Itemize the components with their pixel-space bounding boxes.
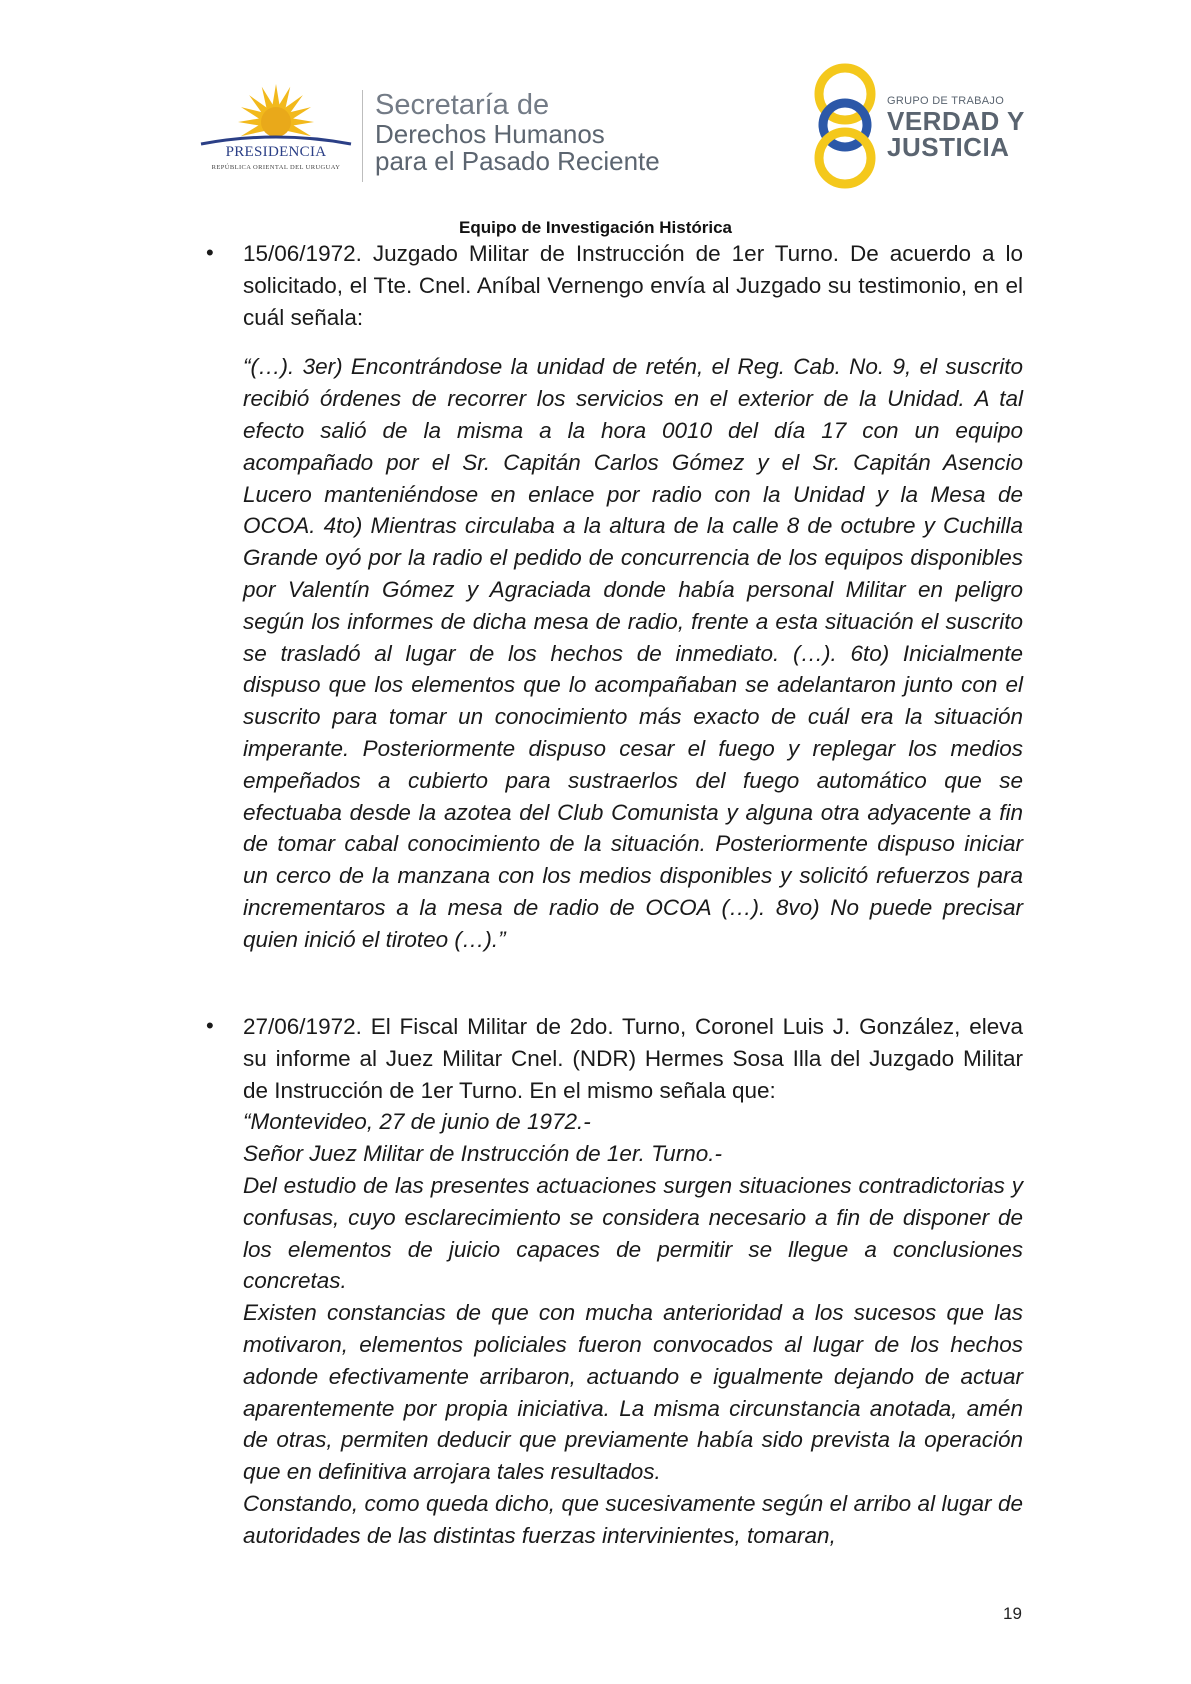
presidencia-label: PRESIDENCIA xyxy=(225,144,327,160)
page-number: 19 xyxy=(1003,1604,1022,1623)
secretaria-line2: Derechos Humanos xyxy=(375,119,605,149)
entry-1 xyxy=(243,238,1023,956)
gtvj-line2: VERDAD Y xyxy=(887,106,1025,136)
secretaria-logo-text xyxy=(375,90,660,175)
entry-2-quote-line1: “Montevideo, 27 de junio de 1972.- xyxy=(243,1109,591,1135)
presidencia-subtitle: REPÚBLICA ORIENTAL DEL URUGUAY xyxy=(211,164,341,171)
entry-2-quote-para1: Del estudio de las presentes actuaciones surgen situaciones contradictorias y confusas, cuyo esclarecimiento se considera necesario a fin de disponer de los elementos de juicio capaces de permitir se llegue a conclusiones concretas. xyxy=(243,1172,1023,1294)
sun-emblem-icon xyxy=(196,82,356,152)
secretaria-line3: para el Pasado Reciente xyxy=(375,146,660,176)
presidencia-logo xyxy=(196,82,356,182)
entry-1-intro: 15/06/1972. Juzgado Militar de Instrucción de 1er Turno. De acuerdo a lo solicitado, el Tte. Cnel. Aníbal Vernengo envía al Juzgado su testimonio, en el cuál señala: xyxy=(243,241,1023,330)
verdad-justicia-logo xyxy=(805,60,1025,190)
gtvj-line3: JUSTICIA xyxy=(887,132,1010,162)
entry-2-quote-para2: Existen constancias de que con mucha anterioridad a los sucesos que las motivaron, elementos policiales fueron convocados al lugar de los hechos adonde efectivamente arribaron, actuando e igualmente dejando de actuar aparentemente por propia iniciativa. La misma circunstancia anotada, amén de otras, permiten deducir que previamente había sido prevista la operación que en definitiva arrojara tales resultados. xyxy=(243,1300,1023,1485)
entry-2 xyxy=(243,1011,1023,1552)
bullet-marker: • xyxy=(206,240,214,265)
header-divider xyxy=(362,90,363,182)
entry-1-quote: “(…). 3er) Encontrándose la unidad de retén, el Reg. Cab. No. 9, el suscrito recibió órdenes de recorrer los servicios en el exterior de la Unidad. A tal efecto salió de la misma a la hora 0010 del día 17 con un equipo acompañado por el Sr. Capitán Carlos Gómez y el Sr. Capitán Asencio Lucero manteniéndose en enlace por radio con la Unidad y la Mesa de OCOA. 4to) Mientras circulaba a la altura de la calle 8 de octubre y Cuchilla Grande oyó por la radio el pedido de concurrencia de los equipos disponibles por Valentín Gómez y Agraciada donde había personal Militar en peligro según los informes de dicha mesa de radio, frente a esta situación el suscrito se trasladó al lugar de los hechos de inmediato. (…). 6to) Inicialmente dispuso que los elementos que lo acompañaban se adelantaron junto con el suscrito para tomar un conocimiento más exacto de cuál era la situación imperante. Posteriormente dispuso cesar el fuego y replegar los medios empeñados a cubierto para sustraerlos del fuego automático que se efectuaba desde la azotea del Club Comunista y alguna otra adyacente a fin de tomar cabal conocimiento de la situación. Posteriormente dispuso iniciar un cerco de la manzana con los medios disponibles y solicitó refuerzos para incrementaros a la mesa de radio de OCOA (…). 8vo) No puede precisar quien inició el tiroteo (…).” xyxy=(243,354,1023,952)
entry-2-quote-para3: Constando, como queda dicho, que sucesivamente según el arribo al lugar de autoridades de las distintas fuerzas intervinientes, tomaran, xyxy=(243,1490,1023,1548)
secretaria-line1: Secretaría de xyxy=(375,89,550,121)
gtvj-line1: GRUPO DE TRABAJO xyxy=(887,95,1005,107)
chain-links-icon xyxy=(805,60,885,190)
team-title: Equipo de Investigación Histórica xyxy=(459,218,732,237)
entry-2-quote-line2: Señor Juez Militar de Instrucción de 1er. Turno.- xyxy=(243,1141,722,1167)
gtvj-title xyxy=(887,108,1025,160)
entry-2-intro: 27/06/1972. El Fiscal Militar de 2do. Turno, Coronel Luis J. González, eleva su informe al Juez Militar Cnel. (NDR) Hermes Sosa Illa del Juzgado Militar de Instrucción de 1er Turno. En el mismo señala que: xyxy=(243,1014,1023,1103)
bullet-marker: • xyxy=(206,1013,214,1038)
page-header xyxy=(0,0,1191,205)
